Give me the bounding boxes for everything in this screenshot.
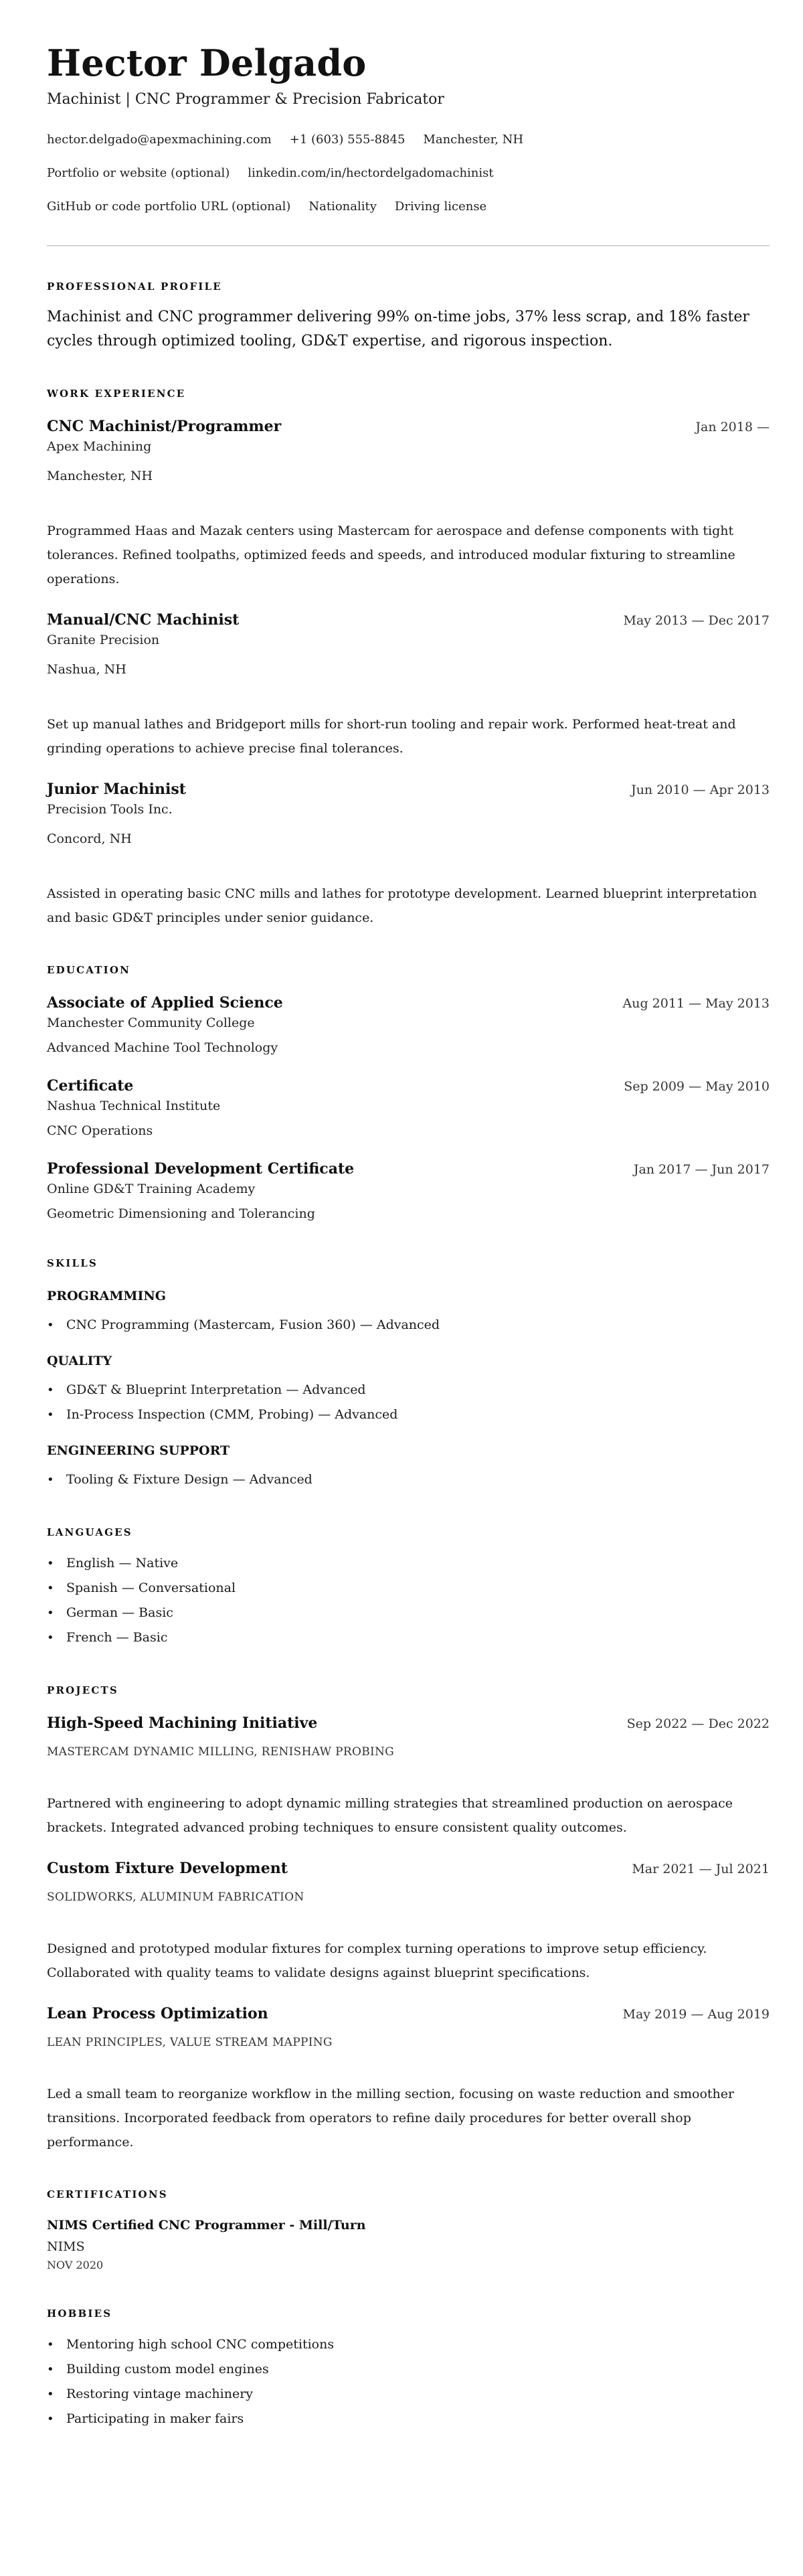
hobby-list: [47, 2332, 770, 2431]
contact-github[interactable]: GitHub or code portfolio URL (optional): [47, 199, 291, 214]
hobby-item: • Restoring vintage machinery: [47, 2382, 770, 2407]
job-title: CNC Machinist/Programmer: [47, 418, 282, 435]
job-dates: Jan 2018 —: [695, 420, 770, 434]
projects-section: [47, 1684, 770, 2154]
degree-title: Associate of Applied Science: [47, 994, 283, 1012]
skill-list: [47, 1378, 770, 1427]
school-name: Nashua Technical Institute: [47, 1099, 221, 1113]
language-item: • English — Native: [47, 1551, 770, 1576]
field-of-study: Geometric Dimensioning and Tolerancing: [47, 1206, 315, 1221]
language-list: [47, 1551, 770, 1650]
project-technologies: LEAN PRINCIPLES, VALUE STREAM MAPPING: [47, 2036, 333, 2049]
job-description: Assisted in operating basic CNC mills and lathes for prototype development. Learned blueprint interpretation and basic GD&T principles under senior guidance.: [47, 886, 757, 925]
job-location: Nashua, NH: [47, 662, 126, 677]
project-dates: May 2019 — Aug 2019: [622, 2007, 770, 2022]
job-company: Precision Tools Inc.: [47, 802, 173, 817]
contact-linkedin[interactable]: linkedin.com/in/hectordelgadomachinist: [248, 166, 494, 180]
degree-title: Certificate: [47, 1077, 134, 1095]
job-dates: Jun 2010 — Apr 2013: [631, 783, 770, 797]
project-entry: [47, 2004, 770, 2154]
skill-item: • In-Process Inspection (CMM, Probing) — Advanced: [47, 1402, 770, 1427]
job-title: Manual/CNC Machinist: [47, 611, 240, 629]
certification-entry: [47, 2216, 770, 2273]
field-of-study: Advanced Machine Tool Technology: [47, 1040, 278, 1055]
experience-section: [47, 387, 770, 930]
hobby-item: • Participating in maker fairs: [47, 2407, 770, 2431]
candidate-headline: Machinist | CNC Programmer & Precision Fabricator: [47, 91, 444, 108]
language-item: • German — Basic: [47, 1601, 770, 1625]
skill-category-title: ENGINEERING SUPPORT: [47, 1443, 230, 1458]
skill-category-title: QUALITY: [47, 1354, 112, 1368]
contact-row-3: [47, 198, 770, 216]
job-description: Set up manual lathes and Bridgeport mills for short-run tooling and repair work. Performed heat-treat and grinding operations to achieve precise final tolerances.: [47, 717, 736, 756]
hobby-item: • Mentoring high school CNC competitions: [47, 2332, 770, 2357]
skill-item: • Tooling & Fixture Design — Advanced: [47, 1467, 770, 1492]
skill-list: [47, 1467, 770, 1492]
skills-section: [47, 1257, 770, 1492]
project-entry: [47, 1858, 770, 1985]
project-entry: [47, 1713, 770, 1840]
certification-title: NIMS Certified CNC Programmer - Mill/Turn: [47, 2218, 366, 2233]
school-name: Manchester Community College: [47, 1016, 255, 1030]
education-entry: [47, 1076, 770, 1140]
contact-row-2: [47, 165, 770, 182]
section-title-skills: SKILLS: [47, 1257, 98, 1269]
section-title-profile: PROFESSIONAL PROFILE: [47, 280, 222, 293]
job-company: Granite Precision: [47, 633, 160, 647]
job-description: Programmed Haas and Mazak centers using Mastercam for aerospace and defense components with tight tolerances. Refined toolpaths, optimized feeds and speeds, and introduced modular fixturing to streamline operations.: [47, 524, 735, 586]
education-dates: Jan 2017 — Jun 2017: [633, 1162, 770, 1177]
profile-summary: Machinist and CNC programmer delivering 99% on-time jobs, 37% less scrap, and 18% faster cycles through optimized tooling, GD&T expertise, and rigorous inspection.: [47, 309, 749, 349]
project-title: Lean Process Optimization: [47, 2005, 268, 2022]
header-divider: [47, 245, 770, 246]
job-location: Manchester, NH: [47, 469, 153, 483]
education-dates: Sep 2009 — May 2010: [624, 1079, 770, 1094]
experience-entry: [47, 610, 770, 760]
contact-phone[interactable]: +1 (603) 555-8845: [289, 133, 406, 147]
education-section: [47, 963, 770, 1223]
project-title: High-Speed Machining Initiative: [47, 1714, 318, 1732]
job-location: Concord, NH: [47, 831, 132, 846]
contact-nationality: Nationality: [308, 199, 377, 214]
certification-date: NOV 2020: [47, 2259, 104, 2271]
skill-category-title: PROGRAMMING: [47, 1289, 166, 1303]
project-dates: Sep 2022 — Dec 2022: [626, 1716, 770, 1731]
job-title: Junior Machinist: [47, 781, 186, 798]
section-title-languages: LANGUAGES: [47, 1526, 132, 1538]
skill-item: • GD&T & Blueprint Interpretation — Advanced: [47, 1378, 770, 1402]
hobby-item: • Building custom model engines: [47, 2357, 770, 2382]
project-title: Custom Fixture Development: [47, 1860, 288, 1877]
contact-driving-license: Driving license: [394, 199, 487, 214]
section-title-experience: WORK EXPERIENCE: [47, 388, 186, 400]
languages-section: [47, 1526, 770, 1650]
project-description: Partnered with engineering to adopt dynamic milling strategies that streamlined production on aerospace brackets. Integrated advanced probing techniques to ensure consistent quality outcomes.: [47, 1796, 733, 1835]
section-title-education: EDUCATION: [47, 964, 131, 976]
experience-entry: [47, 779, 770, 930]
project-technologies: SOLIDWORKS, ALUMINUM FABRICATION: [47, 1890, 304, 1904]
candidate-name: Hector Delgado: [47, 42, 367, 84]
degree-title: Professional Development Certificate: [47, 1160, 355, 1178]
experience-entry: [47, 416, 770, 591]
language-item: • Spanish — Conversational: [47, 1576, 770, 1601]
hobbies-section: [47, 2307, 770, 2431]
section-title-certifications: CERTIFICATIONS: [47, 2188, 168, 2200]
education-dates: Aug 2011 — May 2013: [622, 996, 770, 1011]
certifications-section: [47, 2188, 770, 2273]
resume-header: [47, 39, 770, 216]
profile-section: [47, 280, 770, 353]
project-dates: Mar 2021 — Jul 2021: [632, 1862, 770, 1876]
language-item: • French — Basic: [47, 1625, 770, 1650]
section-title-projects: PROJECTS: [47, 1684, 118, 1696]
education-entry: [47, 993, 770, 1057]
skill-list: [47, 1313, 770, 1338]
certification-issuer: NIMS: [47, 2239, 85, 2254]
project-description: Designed and prototyped modular fixtures for complex turning operations to improve setup efficiency. Collaborated with quality teams to validate designs against blueprint specifications.: [47, 1941, 707, 1980]
school-name: Online GD&T Training Academy: [47, 1182, 256, 1196]
project-description: Led a small team to reorganize workflow in the milling section, focusing on waste reduction and smoother transitions. Incorporated feedback from operators to refine daily procedures for better overall shop performance.: [47, 2087, 735, 2150]
job-dates: May 2013 — Dec 2017: [623, 613, 770, 628]
contact-portfolio[interactable]: Portfolio or website (optional): [47, 166, 230, 180]
job-company: Apex Machining: [47, 439, 152, 454]
contact-row-1: [47, 131, 770, 149]
project-technologies: MASTERCAM DYNAMIC MILLING, RENISHAW PROBING: [47, 1745, 395, 1759]
section-title-hobbies: HOBBIES: [47, 2308, 112, 2320]
skill-item: • CNC Programming (Mastercam, Fusion 360) — Advanced: [47, 1313, 770, 1338]
contact-email[interactable]: hector.delgado@apexmachining.com: [47, 133, 272, 147]
education-entry: [47, 1159, 770, 1223]
contact-location: Manchester, NH: [423, 133, 524, 147]
field-of-study: CNC Operations: [47, 1123, 153, 1138]
